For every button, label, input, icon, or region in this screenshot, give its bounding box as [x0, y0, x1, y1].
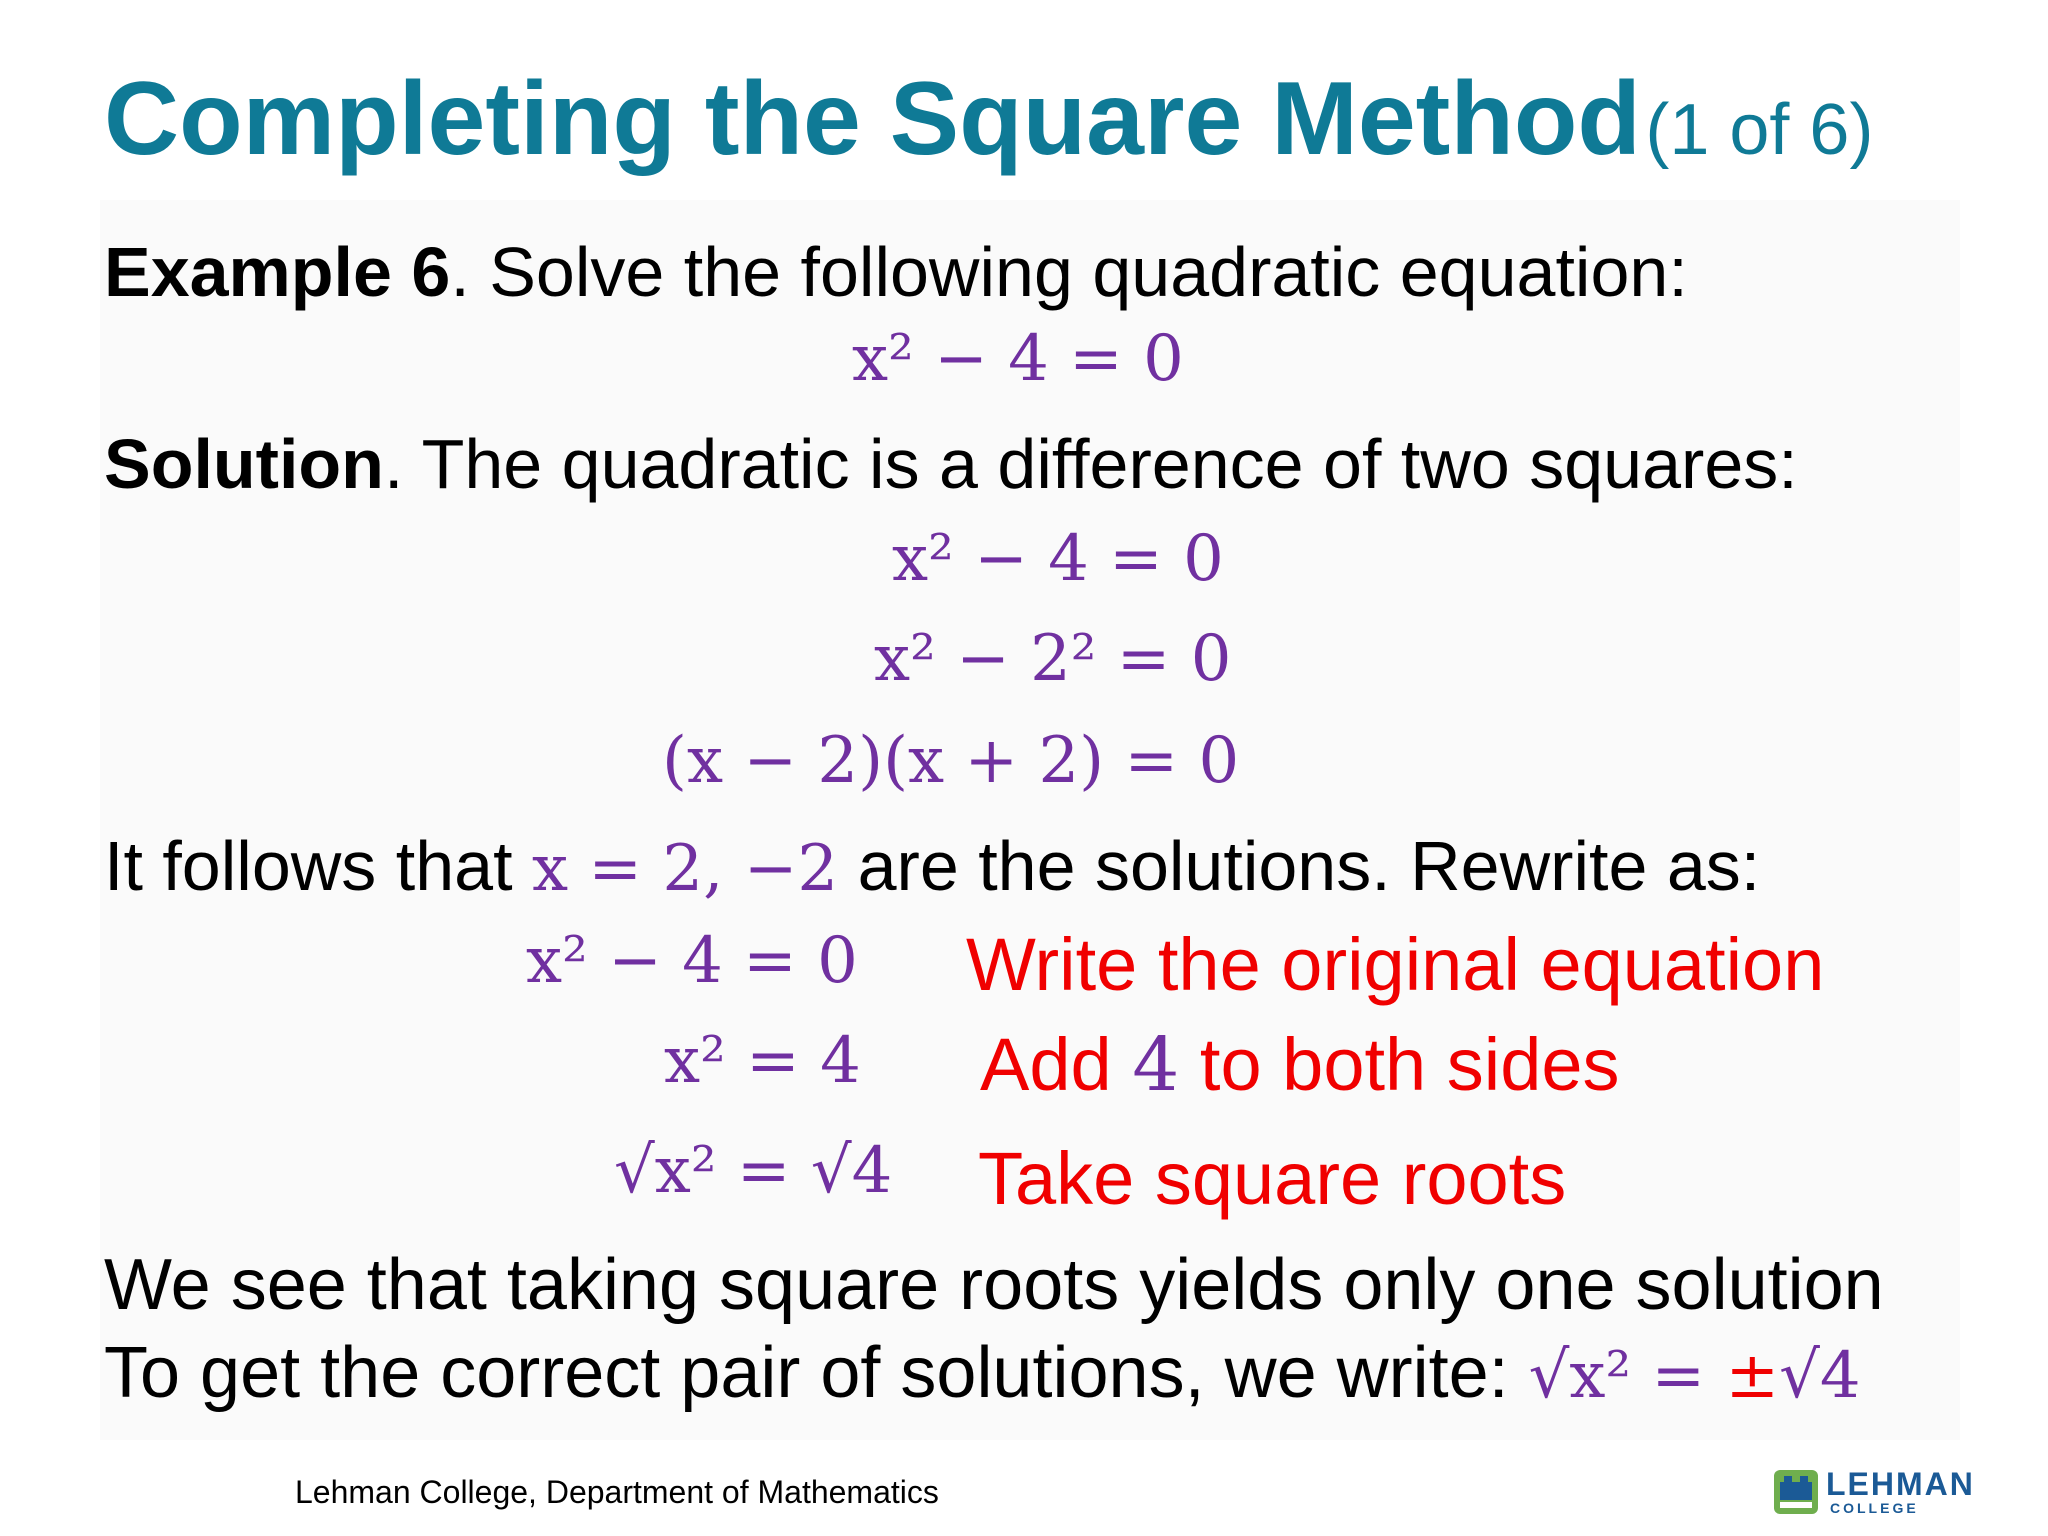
slide-title — [104, 60, 1873, 179]
final-eq-left: √x² = — [1528, 1339, 1726, 1413]
step-equation-2: x² − 2² = 0 — [874, 622, 1232, 696]
example-line — [104, 232, 1688, 312]
follows-math: x = 2, −2 — [531, 832, 839, 906]
rewrite-equation-1: x² − 4 = 0 — [526, 924, 858, 998]
solution-line — [104, 424, 1798, 504]
title-main: Completing the Square Method — [104, 61, 1641, 177]
step-equation-1: x² − 4 = 0 — [892, 522, 1224, 596]
conclusion-line-1: We see that taking square roots yields only one solution — [104, 1245, 1884, 1325]
follows-suffix: are the solutions. Rewrite as: — [838, 827, 1761, 905]
final-eq-right: √4 — [1779, 1339, 1861, 1413]
solution-label: Solution — [104, 425, 384, 503]
rewrite-note-3: Take square roots — [978, 1137, 1567, 1220]
conclusion-text: To get the correct pair of solutions, we write: — [104, 1333, 1529, 1413]
logo-text: LEHMAN — [1826, 1466, 1975, 1502]
rewrite-equation-2: x² = 4 — [664, 1024, 861, 1098]
rewrite-equation-3: √x² = √4 — [614, 1134, 893, 1208]
logo-subtext: COLLEGE — [1830, 1500, 1919, 1516]
step-equation-3: (x − 2)(x + 2) = 0 — [662, 724, 1240, 798]
example-label: Example 6 — [104, 233, 451, 311]
rewrite-note-2-prefix: Add — [980, 1023, 1133, 1106]
rewrite-note-1: Write the original equation — [966, 923, 1825, 1006]
follows-prefix: It follows that — [104, 827, 532, 905]
follows-line — [104, 826, 1760, 906]
rewrite-note-2-num: 4 — [1132, 1022, 1180, 1108]
rewrite-note-2-suffix: to both sides — [1179, 1023, 1620, 1106]
final-plus-minus: ± — [1725, 1339, 1780, 1413]
example-equation: x² − 4 = 0 — [852, 322, 1184, 396]
conclusion-line-2 — [104, 1332, 1861, 1414]
solution-text: . The quadratic is a difference of two squares: — [383, 425, 1798, 503]
rewrite-note-2 — [980, 1022, 1620, 1108]
title-counter: (1 of 6) — [1645, 90, 1874, 170]
footer-text: Lehman College, Department of Mathematics — [295, 1474, 939, 1510]
example-text: . Solve the following quadratic equation: — [450, 233, 1688, 311]
